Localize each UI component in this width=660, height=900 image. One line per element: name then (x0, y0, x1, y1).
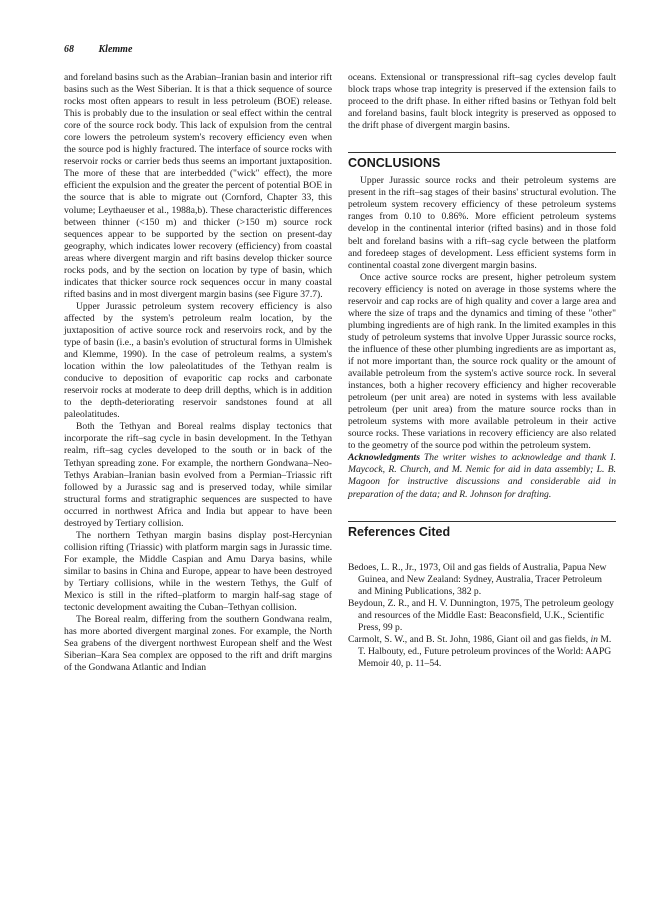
reference-text: Beydoun, Z. R., and H. V. Dunnington, 1975, The petroleum geology and resources of the Middle East: Beaconsfield, U.K., Scientific Press, 99 p. (348, 597, 614, 633)
left-column (64, 72, 332, 674)
reference-text: M. T. Halbouty, ed., Future petroleum provinces of the World: AAPG Memoir 40, p. 11–54. (358, 633, 612, 669)
body-paragraph: The northern Tethyan margin basins display post-Hercynian collision rifting (Triassic) with platform margin sags in Jurassic time. For example, the Middle Caspian and Amu Darya basins, while similar to basins in China and Europe, appear to have been destroyed by Tertiary collisions, while in the western Tethys, the Gulf of Mexico is still in the rifted–platform to margin half-sag stage of tectonic development awaiting the Cuban–Tethyan collision. (64, 529, 332, 614)
reference-text: Bedoes, L. R., Jr., 1973, Oil and gas fields of Australia, Papua New Guinea, and New Zealand: Sydney, Australia, Tracer Petroleum and Mining Publications, 382 p. (348, 561, 607, 597)
reference-text: Carmolt, S. W., and B. St. John, 1986, Giant oil and gas fields, (348, 633, 591, 645)
body-paragraph: oceans. Extensional or transpressional rift–sag cycles develop fault block traps whose trap integrity is preserved if the extension fails to proceed to the drift phase. In either rifted basins or Tethyan fold belt and foreland basins, fault block integrity is preserved as opposed to the drift phase of divergent margin basins. (348, 72, 616, 132)
reference-item (348, 634, 616, 670)
section-heading-conclusions: CONCLUSIONS (348, 156, 441, 171)
body-paragraph: Both the Tethyan and Boreal realms display tectonics that incorporate the rift–sag cycle in basin development. In the Tethyan realm, rift–sag cycles developed to the south or in back of the Tethyan spreading zone. For example, the northern Gondwana–Neo-Tethys Arabian–Iranian basin evolved from a Permian–Triassic rift followed by a Jurassic sag and is preserved today, while similar structural forms and stratigraphic sequences are suspected to have occurred in northwest Africa and India but appear to have been destroyed by Tertiary collision. (64, 421, 332, 529)
body-paragraph: Upper Jurassic petroleum system recovery efficiency is also affected by the system's petroleum realm location, by the juxtaposition of active source rock and reservoirs rock, and by the type of basin (i.e., a basin's evolution of structural forms in Ulmishek and Klemme, 1990). In the case of petroleum realms, a system's location within the low paleolatitudes of the Tethyan realm is conducive to deposition of evaporitic cap rocks and carbonate reservoir rocks at moderate to deep drill depths, which is in addition to the depth-deteriorating reservoir sandstones found at all paleolatitudes. (64, 300, 332, 421)
acknowledgments-label: Acknowledgments (348, 452, 420, 464)
reference-italic: in (590, 633, 598, 645)
acknowledgments-text: The writer wishes to acknowledge and thank I. Maycock, R. Church, and M. Nemic for aid in data assembly; L. B. Magoon for instructive discussions and considerable aid in preparation of the data; and R. Johnson for drafting. (348, 452, 616, 500)
reference-item (348, 562, 616, 598)
running-title: Klemme (98, 44, 133, 55)
body-paragraph: The Boreal realm, differing from the southern Gondwana realm, has more aborted divergent marginal zones. For example, the North Sea grabens of the divergent northwest European shelf and the West Siberian–Kara Sea complex are opposed to the rift and drift margins of the Gondwana Atlantic and Indian (64, 614, 332, 674)
acknowledgments (348, 452, 616, 500)
section-divider (348, 152, 616, 153)
body-paragraph: Once active source rocks are present, higher petroleum system recovery efficiency is noted on average in those systems where the reservoir and cap rocks are of high quality and cover a large area and where the size of traps and the dynamics and timing of these "other" plumbing ingredients are of high rank. In the limited examples in this study of petroleum systems that involve Upper Jurassic source rocks, the influence of these other plumbing ingredients are as important as, if not more important than, the source rock quality or the amount of available petroleum from the system's active source rock. In several instances, both a higher recovery efficiency and higher recoverable petroleum (per unit area) are noted in systems with less available petroleum (per unit area) from the mature source rocks than in petroleum systems with more available petroleum in their active source rocks. These variations in recovery efficiency are also related to the geometry of the source pod within the petroleum system. (348, 271, 616, 452)
body-paragraph: and foreland basins such as the Arabian–Iranian basin and interior rift basins such as the West Siberian. It is that a thick sequence of source rocks most often appears to result in less petroleum (BOE) release. This is probably due to the insulation or seal effect within the central core of the source rock body. This lack of expulsion from the central core lowers the petroleum system's recovery efficiency even when the source pod is highly fractured. The interface of source rocks with reservoir rocks or carrier beds thus seems an important juxtaposition. The more of these that are interbedded ("wick" effect), the more efficient the expulsion and the greater the percent of potential BOE in the source that is able to migrate out (Cornford, Chapter 33, this volume; Leythaeuser et al., 1988a,b). These characteristic differences between thinner (<150 m) and thicker (>150 m) source rock sequences appear to be supported by the section on present-day geography, which indicates lower recovery (efficiency) from coastal areas where divergent margin and rift basins develop thicker source rocks pods, and by the section on location by type of basin, which indicates that thicker source rock sequences occur in many coastal rifted basins and in most divergent margin basins (see Figure 37.7). (64, 72, 332, 300)
section-divider (348, 521, 616, 522)
page-header (64, 44, 132, 55)
right-column (348, 72, 616, 670)
page-number: 68 (64, 44, 74, 55)
references-list (348, 562, 616, 670)
reference-item (348, 598, 616, 634)
section-heading-references: References Cited (348, 524, 451, 539)
body-paragraph: Upper Jurassic source rocks and their petroleum systems are present in the rift–sag stages of their basins' structural evolution. The petroleum system recovery efficiency of these petroleum systems ranges from 0.10 to 0.86%. More efficient petroleum systems develop in the continental interior (rifted basins) and in those fold belt and foreland basins with a rift–sag cycle between the platform and foredeep stages of development. Less efficient systems form in continental coastal zone divergent margin basins. (348, 175, 616, 271)
